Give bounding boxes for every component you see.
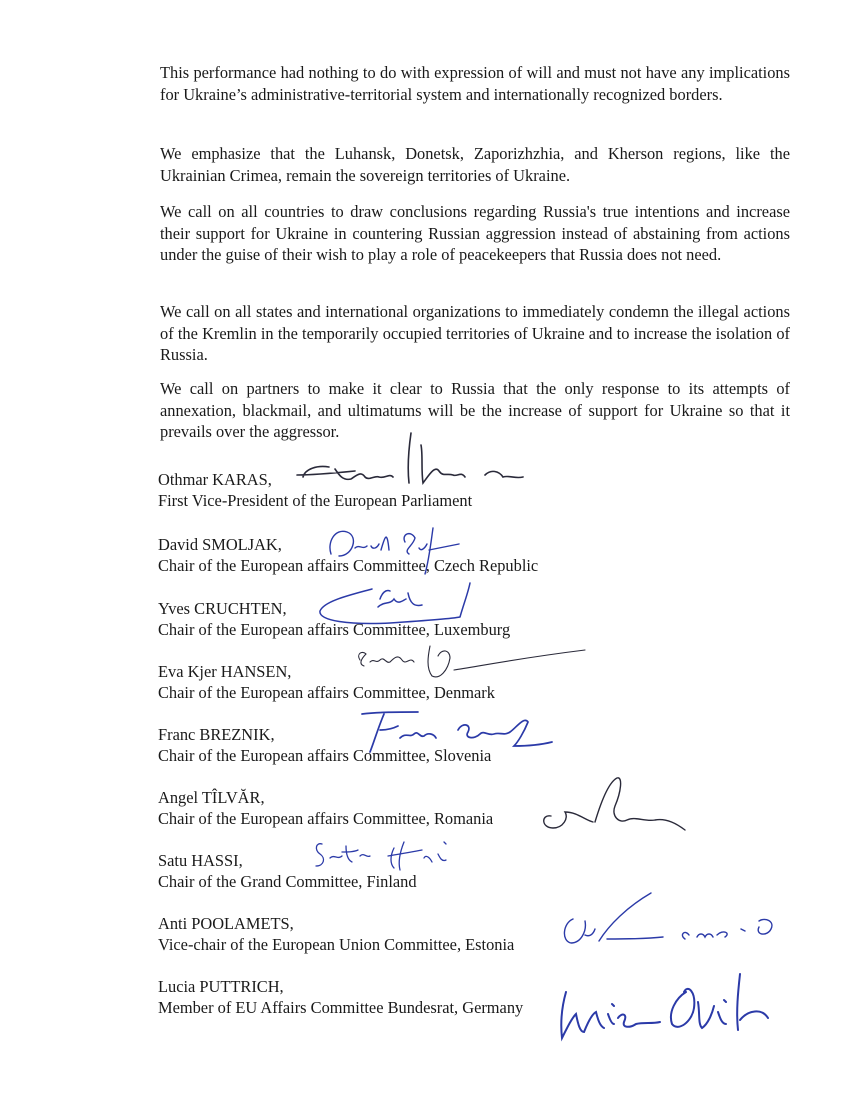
signatory-karas (158, 469, 472, 511)
paragraph-sovereign-territories: We emphasize that the Luhansk, Donetsk, Zaporizhzhia, and Kherson regions, like the Ukrainian Crimea, remain the sovereign territories of Ukraine. (160, 144, 790, 185)
signatory-title: Chair of the European affairs Committee, Slovenia (158, 746, 492, 765)
paragraph-call-partners: We call on partners to make it clear to Russia that the only response to its attempts of annexation, blackmail, and ultimatums will be the increase of support for Ukraine so that it prevails over the aggressor. (160, 379, 790, 441)
paragraph-call-countries: We call on all countries to draw conclusions regarding Russia's true intentions and increase their support for Ukraine in countering Russian aggression instead of abstaining from actions under the guise of their wish to play a role of peacekeepers that Russia does not need. (160, 202, 790, 264)
signatory-hassi (158, 850, 417, 892)
signatory-hansen (158, 661, 495, 703)
signatory-name: Franc BREZNIK, (158, 725, 275, 744)
signatory-title: Chair of the European affairs Committee, Romania (158, 809, 494, 828)
signatory-smoljak (158, 534, 538, 576)
signatory-tilvar (158, 787, 493, 829)
signatory-name: Angel TÎLVĂR, (158, 788, 265, 807)
signature-poolamets (545, 885, 790, 955)
signatory-name: Satu HASSI, (158, 851, 243, 870)
signatory-name: Lucia PUTTRICH, (158, 977, 284, 996)
signatory-name: Yves CRUCHTEN, (158, 599, 287, 618)
signature-tilvar (535, 772, 695, 842)
signatory-name: Eva Kjer HANSEN, (158, 662, 292, 681)
signatory-title: Vice-chair of the European Union Committee, Estonia (158, 935, 515, 954)
signatory-cruchten (158, 598, 510, 640)
signatory-name: Othmar KARAS, (158, 470, 272, 489)
signature-puttrich (548, 962, 778, 1047)
signatory-title: Chair of the Grand Committee, Finland (158, 872, 417, 891)
signatory-title: Member of EU Affairs Committee Bundesrat, Germany (158, 998, 524, 1017)
signatory-title: Chair of the European affairs Committee, Denmark (158, 683, 495, 702)
paragraph-call-states: We call on all states and international organizations to immediately condemn the illegal actions of the Kremlin in the temporarily occupied territories of Ukraine and to increase the isolation of Russia. (160, 302, 790, 364)
signatory-name: David SMOLJAK, (158, 535, 282, 554)
signatory-puttrich (158, 976, 523, 1018)
signatory-title: Chair of the European affairs Committee, Czech Republic (158, 556, 539, 575)
paragraph-performance: This performance had nothing to do with expression of will and must not have any implications for Ukraine’s administrative-territorial system and internationally recognized borders. (160, 63, 790, 104)
signatory-name: Anti POOLAMETS, (158, 914, 294, 933)
signatory-poolamets (158, 913, 514, 955)
signatory-title: Chair of the European affairs Committee, Luxemburg (158, 620, 511, 639)
signatory-title: First Vice-President of the European Parliament (158, 491, 473, 510)
signatory-breznik (158, 724, 491, 766)
